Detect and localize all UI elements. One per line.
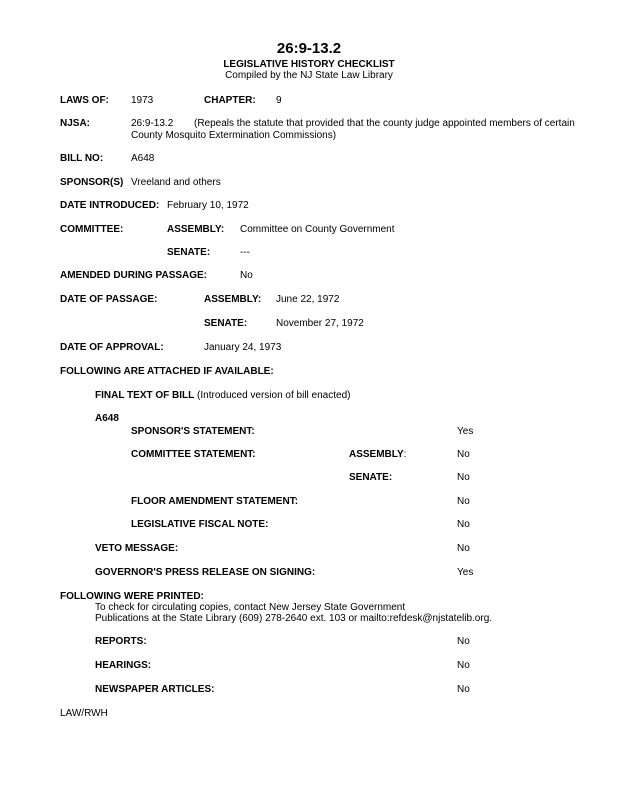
press-release-value: Yes — [457, 567, 474, 578]
committee-statement-assembly — [349, 449, 406, 461]
committee-assembly-label: ASSEMBLY: — [167, 224, 225, 235]
committee-statement-assembly-value: No — [457, 449, 470, 460]
committee-label: COMMITTEE: — [60, 224, 124, 235]
veto-message-label: VETO MESSAGE: — [95, 543, 179, 554]
date-introduced-value: February 10, 1972 — [167, 200, 249, 211]
date-of-approval-value: January 24, 1973 — [204, 342, 282, 353]
hearings-value: No — [457, 660, 470, 671]
passage-assembly-value: June 22, 1972 — [276, 294, 340, 305]
sponsor-value: Vreeland and others — [131, 177, 221, 188]
date-of-passage-label: DATE OF PASSAGE: — [60, 294, 158, 305]
floor-amendment-value: No — [457, 496, 470, 507]
amended-value: No — [240, 270, 253, 281]
passage-assembly-label: ASSEMBLY: — [204, 294, 262, 305]
committee-assembly-value: Committee on County Government — [240, 224, 395, 235]
chapter-label: CHAPTER: — [204, 95, 256, 106]
press-release-label: GOVERNOR'S PRESS RELEASE ON SIGNING: — [95, 567, 316, 578]
committee-statement-senate-value: No — [457, 472, 470, 483]
committee-statement-senate-label: SENATE: — [349, 472, 393, 483]
laws-of-label: LAWS OF: — [60, 95, 109, 106]
statute-title: 26:9-13.2 — [276, 40, 342, 57]
printed-line-2: Publications at the State Library (609) 278-2640 ext. 103 or mailto:refdesk@njstatelib.org. — [95, 613, 493, 624]
reports-value: No — [457, 636, 470, 647]
printed-line-1: To check for circulating copies, contact New Jersey State Government — [95, 602, 406, 613]
bill-no-label: BILL NO: — [60, 153, 104, 164]
compiled-by: Compiled by the NJ State Law Library — [225, 70, 393, 81]
sponsor-label: SPONSOR(S) — [60, 177, 124, 188]
njsa-value: 26:9-13.2 — [131, 118, 174, 129]
chapter-value: 9 — [276, 95, 282, 106]
date-of-approval-label: DATE OF APPROVAL: — [60, 342, 164, 353]
sponsor-statement-label: SPONSOR'S STATEMENT: — [131, 426, 255, 437]
attached-bill-number: A648 — [95, 413, 119, 424]
committee-senate-label: SENATE: — [167, 247, 211, 258]
committee-statement-assembly-label: ASSEMBLY — [349, 449, 404, 460]
njsa-description: (Repeals the statute that provided that the county judge appointed members of certain County Mosquito Extermination Commissions) — [131, 118, 575, 141]
veto-message-value: No — [457, 543, 470, 554]
amended-label: AMENDED DURING PASSAGE: — [60, 270, 208, 281]
committee-statement-label: COMMITTEE STATEMENT: — [131, 449, 256, 460]
floor-amendment-label: FLOOR AMENDMENT STATEMENT: — [131, 496, 299, 507]
laws-of-value: 1973 — [131, 95, 154, 106]
bill-no-value: A648 — [131, 153, 155, 164]
committee-statement-assembly-colon: : — [403, 449, 407, 460]
final-text-label: FINAL TEXT OF BILL — [95, 390, 195, 401]
sponsor-statement-value: Yes — [457, 426, 474, 437]
fiscal-note-label: LEGISLATIVE FISCAL NOTE: — [131, 519, 269, 530]
footer-initials: LAW/RWH — [60, 708, 108, 719]
reports-label: REPORTS: — [95, 636, 147, 647]
newspaper-articles-value: No — [457, 684, 470, 695]
njsa-label: NJSA: — [60, 118, 91, 129]
passage-senate-value: November 27, 1972 — [276, 318, 364, 329]
final-text-note: (Introduced version of bill enacted) — [197, 390, 351, 401]
committee-senate-value: --- — [240, 247, 250, 258]
attached-heading: FOLLOWING ARE ATTACHED IF AVAILABLE: — [60, 366, 274, 377]
newspaper-articles-label: NEWSPAPER ARTICLES: — [95, 684, 215, 695]
hearings-label: HEARINGS: — [95, 660, 152, 671]
final-text-line — [95, 390, 350, 402]
date-introduced-label: DATE INTRODUCED: — [60, 200, 160, 211]
passage-senate-label: SENATE: — [204, 318, 248, 329]
fiscal-note-value: No — [457, 519, 470, 530]
checklist-title: LEGISLATIVE HISTORY CHECKLIST — [223, 59, 395, 70]
printed-heading: FOLLOWING WERE PRINTED: — [60, 591, 204, 602]
